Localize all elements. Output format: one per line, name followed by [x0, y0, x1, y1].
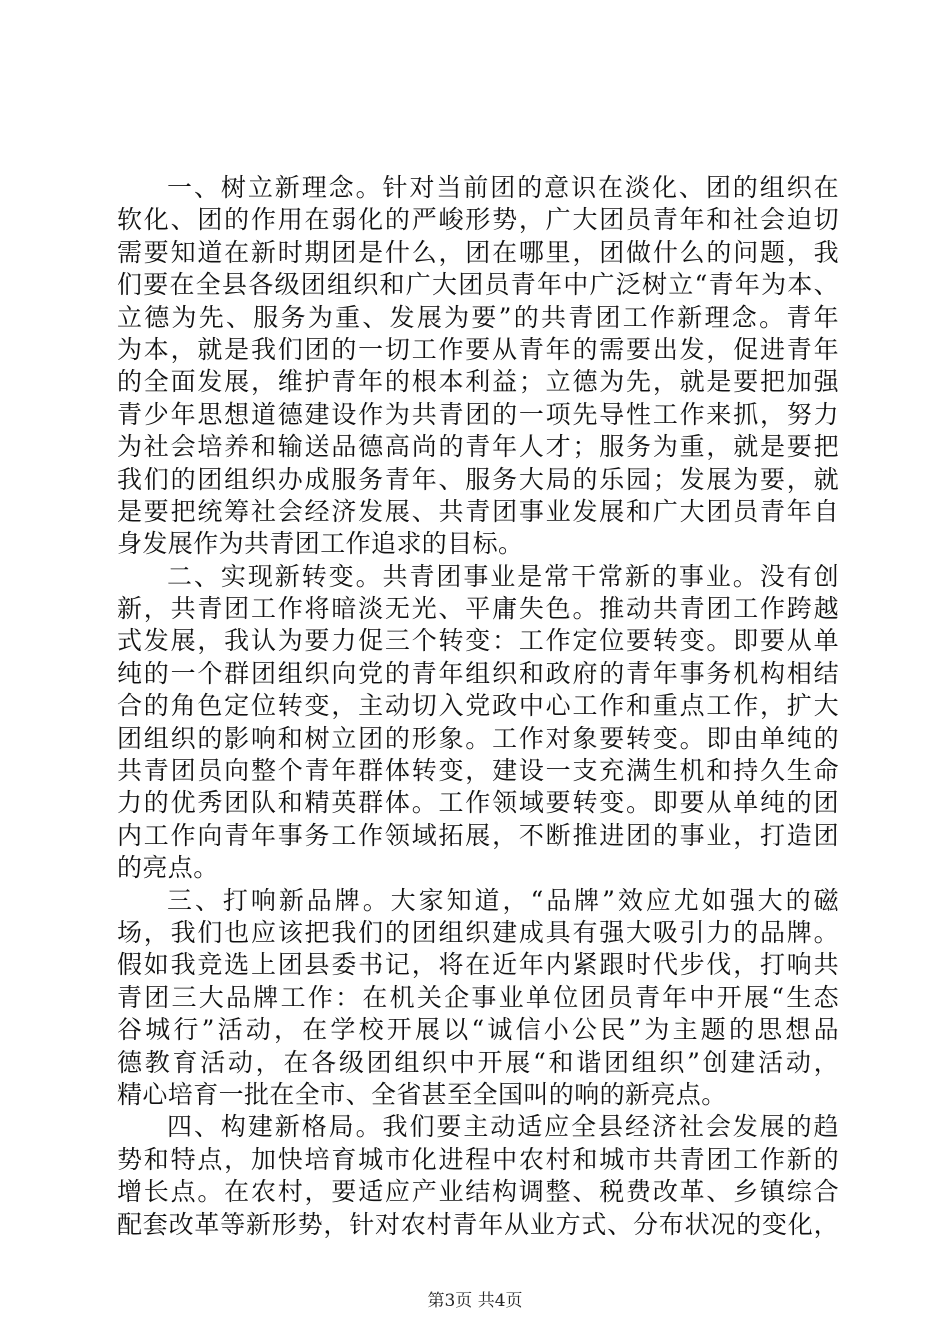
paragraph — [117, 885, 839, 1112]
paragraph — [117, 172, 839, 561]
paragraph-line: 合的角色定位转变，主动切入党政中心工作和重点工作，扩大 — [117, 691, 839, 721]
paragraph-line: 势和特点，加快培育城市化进程中农村和城市共青团工作新的 — [117, 1144, 839, 1174]
paragraph-line: 三、打响新品牌。大家知道，“品牌”效应尤如强大的磁 — [167, 885, 839, 915]
paragraph-line: 的亮点。 — [117, 853, 219, 883]
paragraph-line: 精心培育一批在全市、全省甚至全国叫的响的新亮点。 — [117, 1079, 727, 1109]
paragraph-line: 力的优秀团队和精英群体。工作领域要转变。即要从单纯的团 — [117, 788, 839, 818]
paragraph-line: 增长点。在农村，要适应产业结构调整、税费改革、乡镇综合 — [117, 1177, 839, 1207]
paragraph-line: 青团三大品牌工作：在机关企事业单位团员青年中开展“生态 — [117, 982, 839, 1012]
paragraph-line: 谷城行”活动，在学校开展以“诚信小公民”为主题的思想品 — [117, 1015, 839, 1045]
paragraph-line: 德教育活动，在各级团组织中开展“和谐团组织”创建活动， — [117, 1047, 839, 1077]
paragraph-line: 是要把统筹社会经济发展、共青团事业发展和广大团员青年自 — [117, 496, 839, 526]
paragraph-line: 立德为先、服务为重、发展为要”的共青团工作新理念。青年 — [117, 302, 839, 332]
paragraph-line: 场，我们也应该把我们的团组织建成具有强大吸引力的品牌。 — [117, 917, 839, 947]
page-footer: 第3页 共4页 — [427, 1291, 523, 1311]
paragraph-line: 配套改革等新形势，针对农村青年从业方式、分布状况的变化， — [117, 1209, 839, 1239]
paragraph-line: 为社会培养和输送品德高尚的青年人才；服务为重，就是要把 — [117, 432, 839, 462]
paragraph-line: 青少年思想道德建设作为共青团的一项先导性工作来抓，努力 — [117, 399, 839, 429]
paragraph-line: 身发展作为共青团工作追求的目标。 — [117, 529, 524, 559]
paragraph-line: 一、树立新理念。针对当前团的意识在淡化、团的组织在 — [167, 173, 839, 202]
paragraph-line: 式发展，我认为要力促三个转变：工作定位要转变。即要从单 — [117, 626, 839, 656]
paragraph-line: 的全面发展，维护青年的根本利益；立德为先，就是要把加强 — [117, 367, 839, 397]
paragraph-line: 新，共青团工作将暗淡无光、平庸失色。推动共青团工作跨越 — [117, 594, 839, 624]
paragraph — [117, 561, 839, 885]
paragraph-line: 四、构建新格局。我们要主动适应全县经济社会发展的趋 — [167, 1112, 839, 1142]
paragraph-line: 我们的团组织办成服务青年、服务大局的乐园；发展为要，就 — [117, 464, 839, 494]
document-body — [117, 172, 839, 1241]
paragraph-line: 需要知道在新时期团是什么，团在哪里，团做什么的问题，我 — [117, 237, 839, 267]
paragraph-line: 们要在全县各级团组织和广大团员青年中广泛树立“青年为本、 — [117, 270, 839, 300]
paragraph-line: 二、实现新转变。共青团事业是常干常新的事业。没有创 — [167, 561, 839, 591]
paragraph-line: 共青团员向整个青年群体转变，建设一支充满生机和持久生命 — [117, 756, 839, 786]
paragraph-line: 团组织的影响和树立团的形象。工作对象要转变。即由单纯的 — [117, 723, 839, 753]
paragraph-line: 为本，就是我们团的一切工作要从青年的需要出发，促进青年 — [117, 334, 839, 364]
paragraph-line: 软化、团的作用在弱化的严峻形势，广大团员青年和社会迫切 — [117, 205, 839, 235]
paragraph-line: 纯的一个群团组织向党的青年组织和政府的青年事务机构相结 — [117, 658, 839, 688]
paragraph — [117, 1111, 839, 1241]
paragraph-line: 内工作向青年事务工作领域拓展，不断推进团的事业，打造团 — [117, 820, 839, 850]
paragraph-line: 假如我竞选上团县委书记，将在近年内紧跟时代步伐，打响共 — [117, 950, 839, 980]
